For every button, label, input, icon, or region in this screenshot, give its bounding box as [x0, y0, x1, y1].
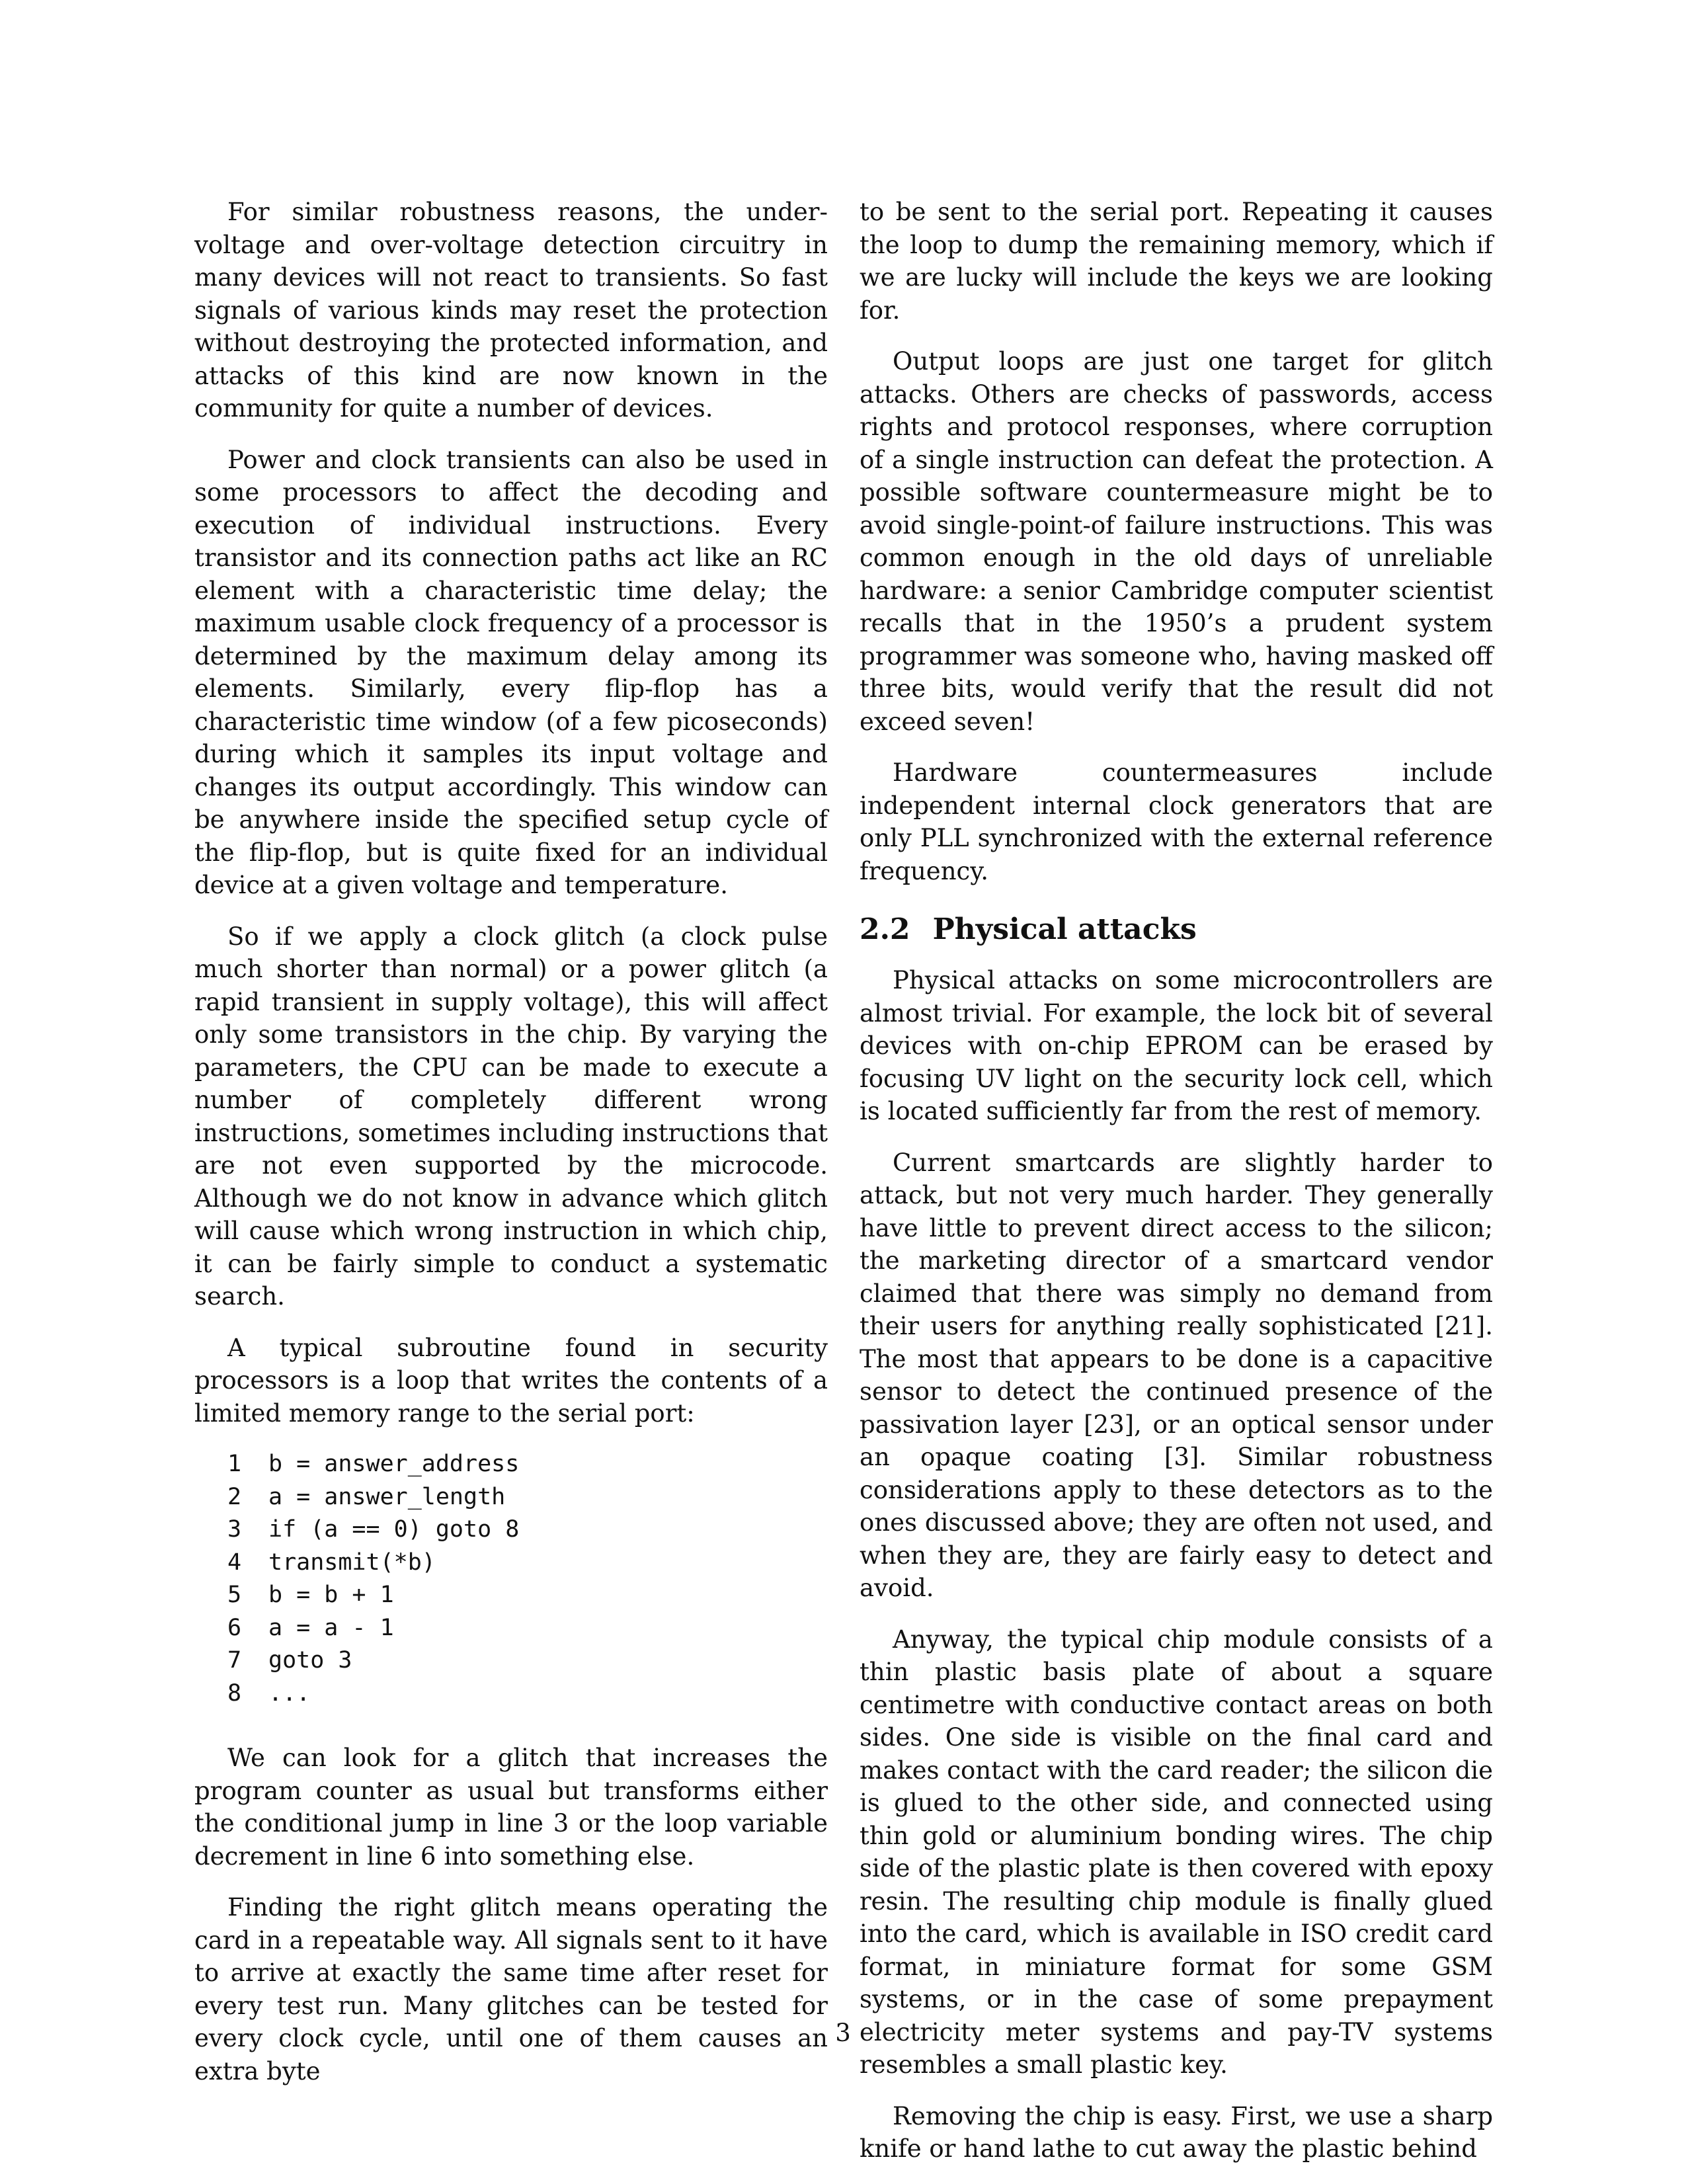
paragraph-power-clock-transients: Power and clock transients can also be used in some processors to affect the decoding and execution of individual instructions. Every transistor and its connection paths act like an RC element with a characteristic time delay; the maximum usable clock frequency of a processor is determined by the maximum delay among its elements. Similarly, every flip-flop has a characteristic time window (of a few picoseconds) during which it samples its input voltage and changes its output accordingly. This window can be anywhere inside the specified setup cycle of the flip-flop, but is quite fixed for an individual device at a given voltage and temperature.: [194, 445, 828, 899]
code-line-number: 4: [227, 1549, 242, 1576]
code-line: [227, 1579, 828, 1612]
code-line-number: 3: [227, 1516, 242, 1543]
code-line-text: b = answer_address: [268, 1451, 520, 1477]
code-line-text: if (a == 0) goto 8: [268, 1516, 520, 1543]
code-line-text: ...: [268, 1679, 311, 1707]
paragraph-physical-attacks: Physical attacks on some microcontrollers are almost trivial. For example, the lock bit of several devices with on-chip EPROM can be erased by focusing UV light on the security lock cell, which is located sufficiently far from the rest of memory.: [860, 966, 1493, 1125]
code-line-text: a = a - 1: [268, 1614, 394, 1641]
paragraph-right-glitch: Finding the right glitch means operating the card in a repeatable way. All signals sent to it have to arrive at exactly the same time after reset for every test run. Many glitches can be tested for every clock cycle, until one of them causes an extra byte: [194, 1893, 828, 2085]
code-listing: [227, 1448, 828, 1710]
section-title: Physical attacks: [932, 912, 1197, 946]
code-line-text: b = b + 1: [268, 1582, 394, 1608]
section-number: 2.2: [860, 912, 910, 946]
paragraph-chip-module: Anyway, the typical chip module consists of a thin plastic basis plate of about a square centimetre with conductive contact areas on both sides. One side is visible on the final card and makes contact with the card reader; the silicon die is glued to the other side, and connected using thin gold or aluminium bonding wires. The chip side of the plastic plate is then covered with epoxy resin. The resulting chip module is finally glued into the card, which is available in ISO credit card format, in miniature format for some GSM systems, or in the case of some prepayment electricity meter systems and pay-TV systems resembles a small plastic key.: [860, 1625, 1493, 2079]
paragraph-robustness: For similar robustness reasons, the under-voltage and over-voltage detection circuitry in many devices will not react to transients. So fast signals of various kinds may reset the protection without destroying the protected information, and attacks of this kind are now known in the community for quite a number of devices.: [194, 198, 828, 423]
code-line-number: 2: [227, 1483, 242, 1510]
code-line-number: 8: [227, 1679, 242, 1707]
code-line: [227, 1678, 828, 1711]
code-line-number: 1: [227, 1451, 242, 1477]
paragraph-current-smartcards: Current smartcards are slightly harder to attack, but not very much harder. They generally have little to prevent direct access to the silicon; the marketing director of a smartcard vendor claimed that there was simply no demand from their users for anything really sophisticated [21]. The most that appears to be done is a capacitive sensor to detect the continued presence of the passivation layer [23], or an optical sensor under an opaque coating [3]. Similar robustness considerations apply to these detectors as to the ones discussed above; they are often not used, and when they are, they are fairly easy to detect and avoid.: [860, 1148, 1493, 1602]
code-line-text: a = answer_length: [268, 1483, 506, 1510]
code-line-number: 5: [227, 1582, 242, 1608]
paragraph-glitch-search: We can look for a glitch that increases the program counter as usual but transforms either the conditional jump in line 3 or the loop variable decrement in line 6 into something else.: [194, 1744, 828, 1871]
left-column: [194, 196, 828, 2106]
code-line: [227, 1547, 828, 1580]
page-number: 3: [835, 2019, 851, 2047]
code-line: [227, 1612, 828, 1645]
code-line-number: 6: [227, 1614, 242, 1641]
paragraph-removing-chip: Removing the chip is easy. First, we use a sharp knife or hand lathe to cut away the plastic behind: [860, 2101, 1493, 2163]
paragraph-typical-subroutine: A typical subroutine found in security processors is a loop that writes the contents of a limited memory range to the serial port:: [194, 1333, 828, 1428]
paragraph-hardware-countermeasures: Hardware countermeasures include independent internal clock generators that are only PLL synchronized with the external reference frequency.: [860, 758, 1493, 885]
section-heading: [860, 911, 1493, 948]
paragraph-continuation: to be sent to the serial port. Repeating it causes the loop to dump the remaining memory, which if we are lucky will include the keys we are looking for.: [860, 198, 1493, 325]
code-line: [227, 1644, 828, 1678]
paragraph-output-loops: Output loops are just one target for glitch attacks. Others are checks of passwords, access rights and protocol responses, where corruption of a single instruction can defeat the protection. A possible software countermeasure might be to avoid single-point-of failure instructions. This was common enough in the old days of unreliable hardware: a senior Cambridge computer scientist recalls that in the 1950’s a prudent system programmer was someone who, having masked off three bits, would verify that the result did not exceed seven!: [860, 347, 1493, 736]
right-column: [860, 196, 1493, 2184]
code-line-text: transmit(*b): [268, 1549, 436, 1576]
code-line: [227, 1514, 828, 1547]
code-line-number: 7: [227, 1647, 242, 1674]
code-line: [227, 1448, 828, 1481]
code-line-text: goto 3: [268, 1647, 352, 1674]
paragraph-clock-glitch: So if we apply a clock glitch (a clock pulse much shorter than normal) or a power glitch (a rapid transient in supply voltage), this will affect only some transistors in the chip. By varying the parameters, the CPU can be made to execute a number of completely different wrong instructions, sometimes including instructions that are not even supported by the microcode. Although we do not know in advance which glitch will cause which wrong instruction in which chip, it can be fairly simple to conduct a systematic search.: [194, 922, 828, 1311]
code-line: [227, 1481, 828, 1514]
